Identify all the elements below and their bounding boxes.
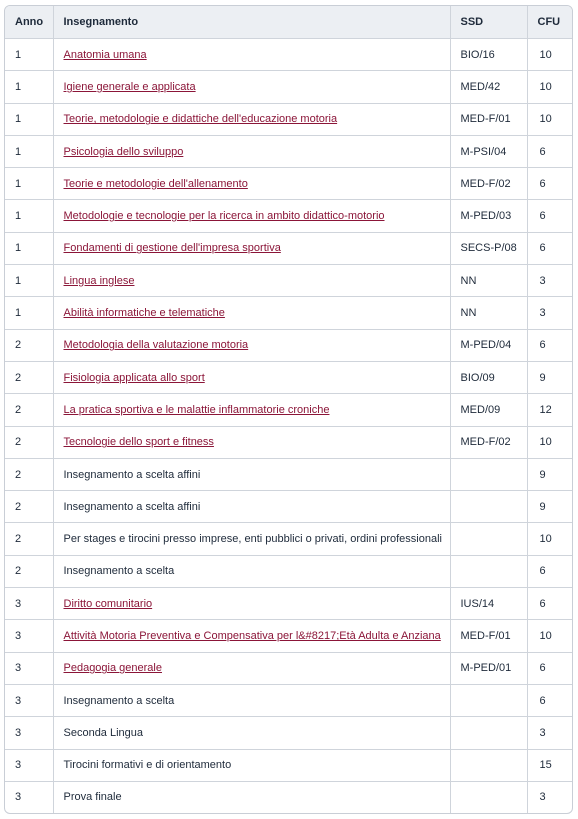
insegnamento-cell [53, 200, 450, 232]
anno-cell: 3 [5, 652, 53, 684]
insegnamento-cell [53, 168, 450, 200]
course-link[interactable]: Attività Motoria Preventiva e Compensativa per l&#8217;Età Adulta e Anziana [63, 629, 441, 642]
cfu-cell: 10 [527, 71, 572, 103]
ssd-cell: MED-F/02 [450, 426, 527, 458]
insegnamento-cell [53, 458, 450, 490]
cfu-cell: 10 [527, 39, 572, 71]
cfu-cell: 6 [527, 135, 572, 167]
table-body [5, 39, 572, 814]
insegnamento-cell [53, 749, 450, 781]
cfu-cell: 6 [527, 168, 572, 200]
course-link[interactable]: Metodologia della valutazione motoria [63, 339, 249, 352]
cfu-cell: 10 [527, 103, 572, 135]
table-row [5, 652, 572, 684]
course-link[interactable]: Lingua inglese [63, 274, 135, 287]
insegnamento-cell [53, 620, 450, 652]
table-row [5, 168, 572, 200]
course-link[interactable]: La pratica sportiva e le malattie inflammatorie croniche [63, 403, 330, 416]
anno-cell: 2 [5, 458, 53, 490]
insegnamento-cell [53, 781, 450, 813]
ssd-cell: MED/09 [450, 394, 527, 426]
table-row [5, 394, 572, 426]
cfu-cell: 10 [527, 426, 572, 458]
anno-cell: 3 [5, 749, 53, 781]
cfu-cell: 6 [527, 232, 572, 264]
insegnamento-cell [53, 265, 450, 297]
cfu-cell: 3 [527, 781, 572, 813]
course-link[interactable]: Pedagogia generale [63, 662, 162, 675]
table-row [5, 297, 572, 329]
table-row [5, 684, 572, 716]
anno-cell: 2 [5, 523, 53, 555]
ssd-cell [450, 749, 527, 781]
insegnamento-cell [53, 394, 450, 426]
header-cfu: CFU [527, 6, 572, 39]
cfu-cell: 6 [527, 588, 572, 620]
insegnamento-cell [53, 652, 450, 684]
ssd-cell: M-PED/04 [450, 329, 527, 361]
course-link[interactable]: Igiene generale e applicata [63, 80, 196, 93]
table-row [5, 458, 572, 490]
ssd-cell [450, 717, 527, 749]
anno-cell: 2 [5, 361, 53, 393]
table-row [5, 717, 572, 749]
insegnamento-cell [53, 491, 450, 523]
insegnamento-cell [53, 555, 450, 587]
table-header-row [5, 6, 572, 39]
table-row [5, 265, 572, 297]
ssd-cell [450, 523, 527, 555]
table-row [5, 232, 572, 264]
insegnamento-cell [53, 135, 450, 167]
table-row [5, 426, 572, 458]
table-row [5, 200, 572, 232]
cfu-cell: 6 [527, 555, 572, 587]
table-row [5, 491, 572, 523]
header-insegnamento: Insegnamento [53, 6, 450, 39]
table-row [5, 361, 572, 393]
ssd-cell: NN [450, 265, 527, 297]
table-row [5, 620, 572, 652]
insegnamento-cell [53, 684, 450, 716]
insegnamento-cell [53, 426, 450, 458]
course-link[interactable]: Diritto comunitario [63, 597, 153, 610]
anno-cell: 1 [5, 71, 53, 103]
ssd-cell: MED-F/01 [450, 620, 527, 652]
course-name: Insegnamento a scelta [63, 694, 175, 707]
ssd-cell: BIO/16 [450, 39, 527, 71]
table-row [5, 39, 572, 71]
course-link[interactable]: Abilità informatiche e telematiche [63, 307, 225, 320]
anno-cell: 3 [5, 684, 53, 716]
table-row [5, 523, 572, 555]
cfu-cell: 15 [527, 749, 572, 781]
course-name: Tirocini formativi e di orientamento [63, 759, 232, 772]
ssd-cell: BIO/09 [450, 361, 527, 393]
courses-table-container [4, 5, 573, 814]
table-row [5, 781, 572, 813]
insegnamento-cell [53, 71, 450, 103]
anno-cell: 2 [5, 555, 53, 587]
ssd-cell: M-PED/01 [450, 652, 527, 684]
cfu-cell: 9 [527, 491, 572, 523]
course-name: Per stages e tirocini presso imprese, enti pubblici o privati, ordini professionali [63, 533, 442, 546]
course-link[interactable]: Psicologia dello sviluppo [63, 145, 184, 158]
insegnamento-cell [53, 523, 450, 555]
anno-cell: 2 [5, 394, 53, 426]
cfu-cell: 3 [527, 297, 572, 329]
course-name: Insegnamento a scelta affini [63, 500, 201, 513]
course-name: Insegnamento a scelta [63, 565, 175, 578]
cfu-cell: 3 [527, 265, 572, 297]
ssd-cell: SECS-P/08 [450, 232, 527, 264]
anno-cell: 1 [5, 297, 53, 329]
anno-cell: 1 [5, 103, 53, 135]
table-row [5, 749, 572, 781]
ssd-cell: MED-F/02 [450, 168, 527, 200]
ssd-cell [450, 458, 527, 490]
header-anno: Anno [5, 6, 53, 39]
cfu-cell: 6 [527, 684, 572, 716]
anno-cell: 1 [5, 168, 53, 200]
ssd-cell [450, 781, 527, 813]
course-link[interactable]: Fisiologia applicata allo sport [63, 371, 205, 384]
anno-cell: 3 [5, 588, 53, 620]
anno-cell: 1 [5, 265, 53, 297]
course-name: Seconda Lingua [63, 726, 144, 739]
cfu-cell: 6 [527, 329, 572, 361]
table-row [5, 71, 572, 103]
anno-cell: 1 [5, 232, 53, 264]
cfu-cell: 3 [527, 717, 572, 749]
ssd-cell: MED/42 [450, 71, 527, 103]
anno-cell: 3 [5, 781, 53, 813]
course-name: Prova finale [63, 791, 122, 804]
cfu-cell: 6 [527, 652, 572, 684]
insegnamento-cell [53, 717, 450, 749]
insegnamento-cell [53, 39, 450, 71]
anno-cell: 1 [5, 200, 53, 232]
course-link[interactable]: Tecnologie dello sport e fitness [63, 436, 214, 449]
insegnamento-cell [53, 232, 450, 264]
course-link[interactable]: Teorie, metodologie e didattiche dell'educazione motoria [63, 113, 338, 126]
anno-cell: 2 [5, 426, 53, 458]
header-ssd: SSD [450, 6, 527, 39]
table-row [5, 329, 572, 361]
cfu-cell: 9 [527, 361, 572, 393]
table-row [5, 103, 572, 135]
anno-cell: 3 [5, 717, 53, 749]
anno-cell: 1 [5, 135, 53, 167]
anno-cell: 2 [5, 491, 53, 523]
course-link[interactable]: Fondamenti di gestione dell'impresa sportiva [63, 242, 281, 255]
insegnamento-cell [53, 361, 450, 393]
course-link[interactable]: Metodologie e tecnologie per la ricerca in ambito didattico-motorio [63, 210, 385, 223]
cfu-cell: 6 [527, 200, 572, 232]
anno-cell: 3 [5, 620, 53, 652]
ssd-cell: M-PED/03 [450, 200, 527, 232]
courses-table [5, 6, 572, 813]
ssd-cell [450, 684, 527, 716]
ssd-cell: NN [450, 297, 527, 329]
course-link[interactable]: Teorie e metodologie dell'allenamento [63, 177, 248, 190]
course-link[interactable]: Anatomia umana [63, 48, 147, 61]
anno-cell: 1 [5, 39, 53, 71]
table-row [5, 555, 572, 587]
insegnamento-cell [53, 103, 450, 135]
insegnamento-cell [53, 297, 450, 329]
cfu-cell: 9 [527, 458, 572, 490]
ssd-cell: MED-F/01 [450, 103, 527, 135]
table-row [5, 588, 572, 620]
insegnamento-cell [53, 588, 450, 620]
ssd-cell: IUS/14 [450, 588, 527, 620]
ssd-cell: M-PSI/04 [450, 135, 527, 167]
anno-cell: 2 [5, 329, 53, 361]
insegnamento-cell [53, 329, 450, 361]
cfu-cell: 10 [527, 523, 572, 555]
ssd-cell [450, 555, 527, 587]
ssd-cell [450, 491, 527, 523]
cfu-cell: 12 [527, 394, 572, 426]
cfu-cell: 10 [527, 620, 572, 652]
table-row [5, 135, 572, 167]
course-name: Insegnamento a scelta affini [63, 468, 201, 481]
